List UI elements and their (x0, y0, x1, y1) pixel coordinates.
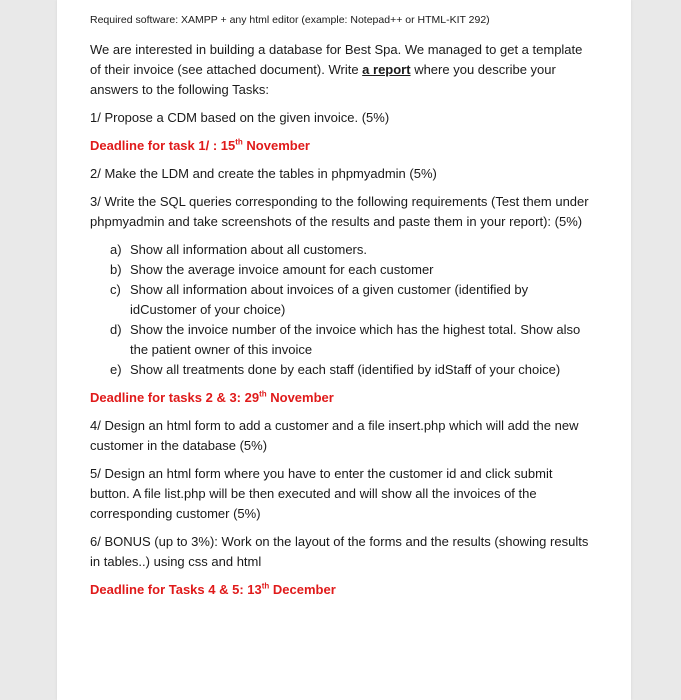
list-item-text: Show the invoice number of the invoice which has the highest total. Show also the patient owner of this invoice (130, 322, 581, 357)
deadline-1-ordinal: th (235, 137, 243, 147)
task-2: 2/ Make the LDM and create the tables in phpmyadmin (5%) (90, 166, 437, 181)
deadline-2-ordinal: th (259, 389, 267, 399)
task-5: 5/ Design an html form where you have to enter the customer id and click submit button. A file list.php will be then executed and will show all the invoices of the corresponding customer (5%) (90, 466, 553, 521)
task-4: 4/ Design an html form to add a customer and a file insert.php which will add the new customer in the database (5%) (90, 418, 579, 453)
list-marker: e) (110, 362, 122, 377)
list-item (90, 360, 595, 380)
deadline-1-text: Deadline for task 1/ : 15 (90, 138, 236, 153)
list-item-text: Show the average invoice amount for each customer (130, 262, 434, 277)
intro-paragraph (90, 40, 595, 100)
list-marker: c) (110, 282, 121, 297)
deadline-3-text: Deadline for Tasks 4 & 5: 13 (90, 582, 262, 597)
task-6-bonus: 6/ BONUS (up to 3%): Work on the layout of the forms and the results (showing results in tables..) using css and html (90, 534, 589, 569)
document-content (90, 10, 595, 600)
deadline-2-text: Deadline for tasks 2 & 3: 29 (90, 390, 260, 405)
deadline-2-month: November (266, 390, 334, 405)
deadline-1-month: November (242, 138, 310, 153)
required-software-line: Required software: XAMPP + any html editor (example: Notepad++ or HTML-KIT 292) (90, 14, 490, 26)
sql-query-list (90, 240, 595, 380)
list-item (90, 280, 595, 320)
list-item (90, 320, 595, 360)
list-item (90, 240, 595, 260)
list-marker: d) (110, 322, 122, 337)
list-item-text: Show all information about all customers. (130, 242, 368, 257)
list-item-text: Show all information about invoices of a given customer (identified by idCustomer of your choice) (130, 282, 529, 317)
deadline-3-ordinal: th (261, 581, 270, 591)
list-item (90, 260, 595, 280)
task-1: 1/ Propose a CDM based on the given invoice. (5%) (90, 110, 390, 125)
intro-report-emphasis: a report (362, 62, 411, 77)
intro-text-end: where you describe your answers to the following Tasks: (90, 62, 556, 97)
deadline-tasks-2-3 (90, 388, 595, 408)
list-marker: a) (110, 242, 122, 257)
list-marker: b) (110, 262, 122, 277)
deadline-tasks-4-5 (90, 580, 595, 600)
deadline-task-1 (90, 136, 595, 156)
document-page (57, 0, 631, 700)
deadline-3-month: December (269, 582, 336, 597)
list-item-text: Show all treatments done by each staff (identified by idStaff of your choice) (130, 362, 561, 377)
intro-text-start: We are interested in building a database for Best Spa. We managed to get a template of their invoice (see attached document). Write (90, 42, 583, 77)
task-3: 3/ Write the SQL queries corresponding to the following requirements (Test them under phpmyadmin and take screenshots of the results and paste them in your report): (5%) (90, 194, 589, 229)
